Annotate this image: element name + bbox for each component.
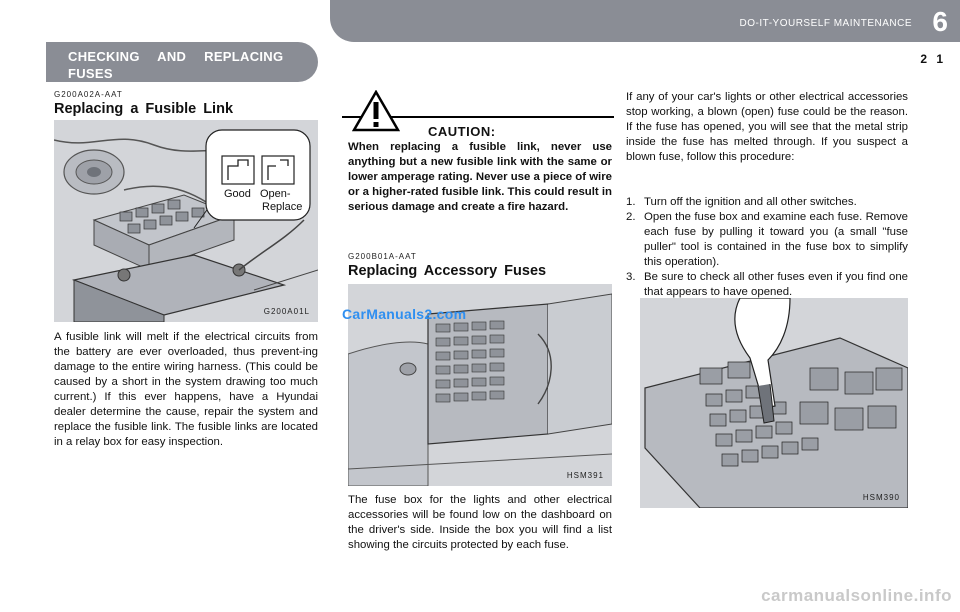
left-heading: Replacing a Fusible Link	[54, 101, 234, 117]
section-title: CHECKING AND REPLACING FUSES	[68, 49, 284, 81]
right-intro: If any of your car's lights or other electrical accessories stop working, a blown (open) fuse could be the reason. If the fuse has opened, you will see that the metal strip inside the fuse has melted through. If you suspect a blown fuse, follow this procedure:	[626, 91, 908, 163]
step-text: Turn off the ignition and all other switches.	[644, 196, 857, 208]
step-number: 3.	[626, 271, 636, 283]
figure-code-middle: HSM391	[566, 471, 604, 480]
figure-code-left: G200A01L	[263, 307, 310, 316]
chapter-name: DO-IT-YOURSELF MAINTENANCE	[739, 18, 912, 29]
caution-title: CAUTION:	[428, 124, 496, 139]
middle-section-code: G200B01A-AAT	[348, 252, 417, 261]
page-number: 2 1	[920, 52, 946, 66]
caution-box	[342, 116, 614, 228]
list-item	[626, 270, 908, 300]
middle-heading: Replacing Accessory Fuses	[348, 263, 547, 279]
middle-body: The fuse box for the lights and other electrical accessories will be found low on the dashboard on the driver's side. Inside the box you will find a list showing the circuits protected by each fuse.	[348, 494, 612, 551]
label-open: Open-	[260, 188, 291, 200]
label-replace: Replace	[262, 201, 303, 213]
warning-triangle-icon	[352, 90, 400, 132]
header-band	[0, 0, 960, 42]
procedure-list	[626, 195, 908, 300]
left-section-code: G200A02A-AAT	[54, 90, 123, 99]
open-fuse-icon	[262, 156, 294, 184]
caution-text: When replacing a fusible link, never use anything but a new fusible link with the same or lower amperage rating. Never use a piece of wire or a higher-rated fusible link. This could result in serious damage and create a fire hazard.	[348, 141, 612, 213]
left-body: A fusible link will melt if the electrical circuits from the battery are ever overloaded, thus prevent-ing damage to the entire wiring harness. (This could be caused by a short in the system drawing too much current.) If this ever happens, have a Hyundai dealer determine the cause, repair the system and replace the fusible link. The fusible links are located in a relay box for easy inspection.	[54, 331, 318, 448]
label-good: Good	[224, 188, 251, 200]
fusible-link-figure	[54, 120, 318, 322]
step-text: Be sure to check all other fuses even if you find one that appears to have opened.	[644, 271, 908, 298]
step-number: 1.	[626, 196, 636, 208]
footer-watermark: carmanualsonline.info	[761, 586, 952, 605]
chapter-number: 6	[932, 6, 948, 37]
fuse-puller-figure	[640, 298, 908, 508]
list-item	[626, 195, 908, 210]
engine-bay-illustration	[54, 120, 318, 322]
figure-code-right: HSM390	[862, 493, 900, 502]
fuse-puller-illustration	[640, 298, 908, 508]
watermark-link[interactable]: CarManuals2.com	[342, 306, 467, 322]
step-number: 2.	[626, 211, 636, 223]
step-text: Open the fuse box and examine each fuse. Remove each fuse by pulling it toward you (a small "fuse puller" tool is contained in the fuse box to simplify this operation).	[644, 211, 908, 268]
list-item	[626, 210, 908, 270]
